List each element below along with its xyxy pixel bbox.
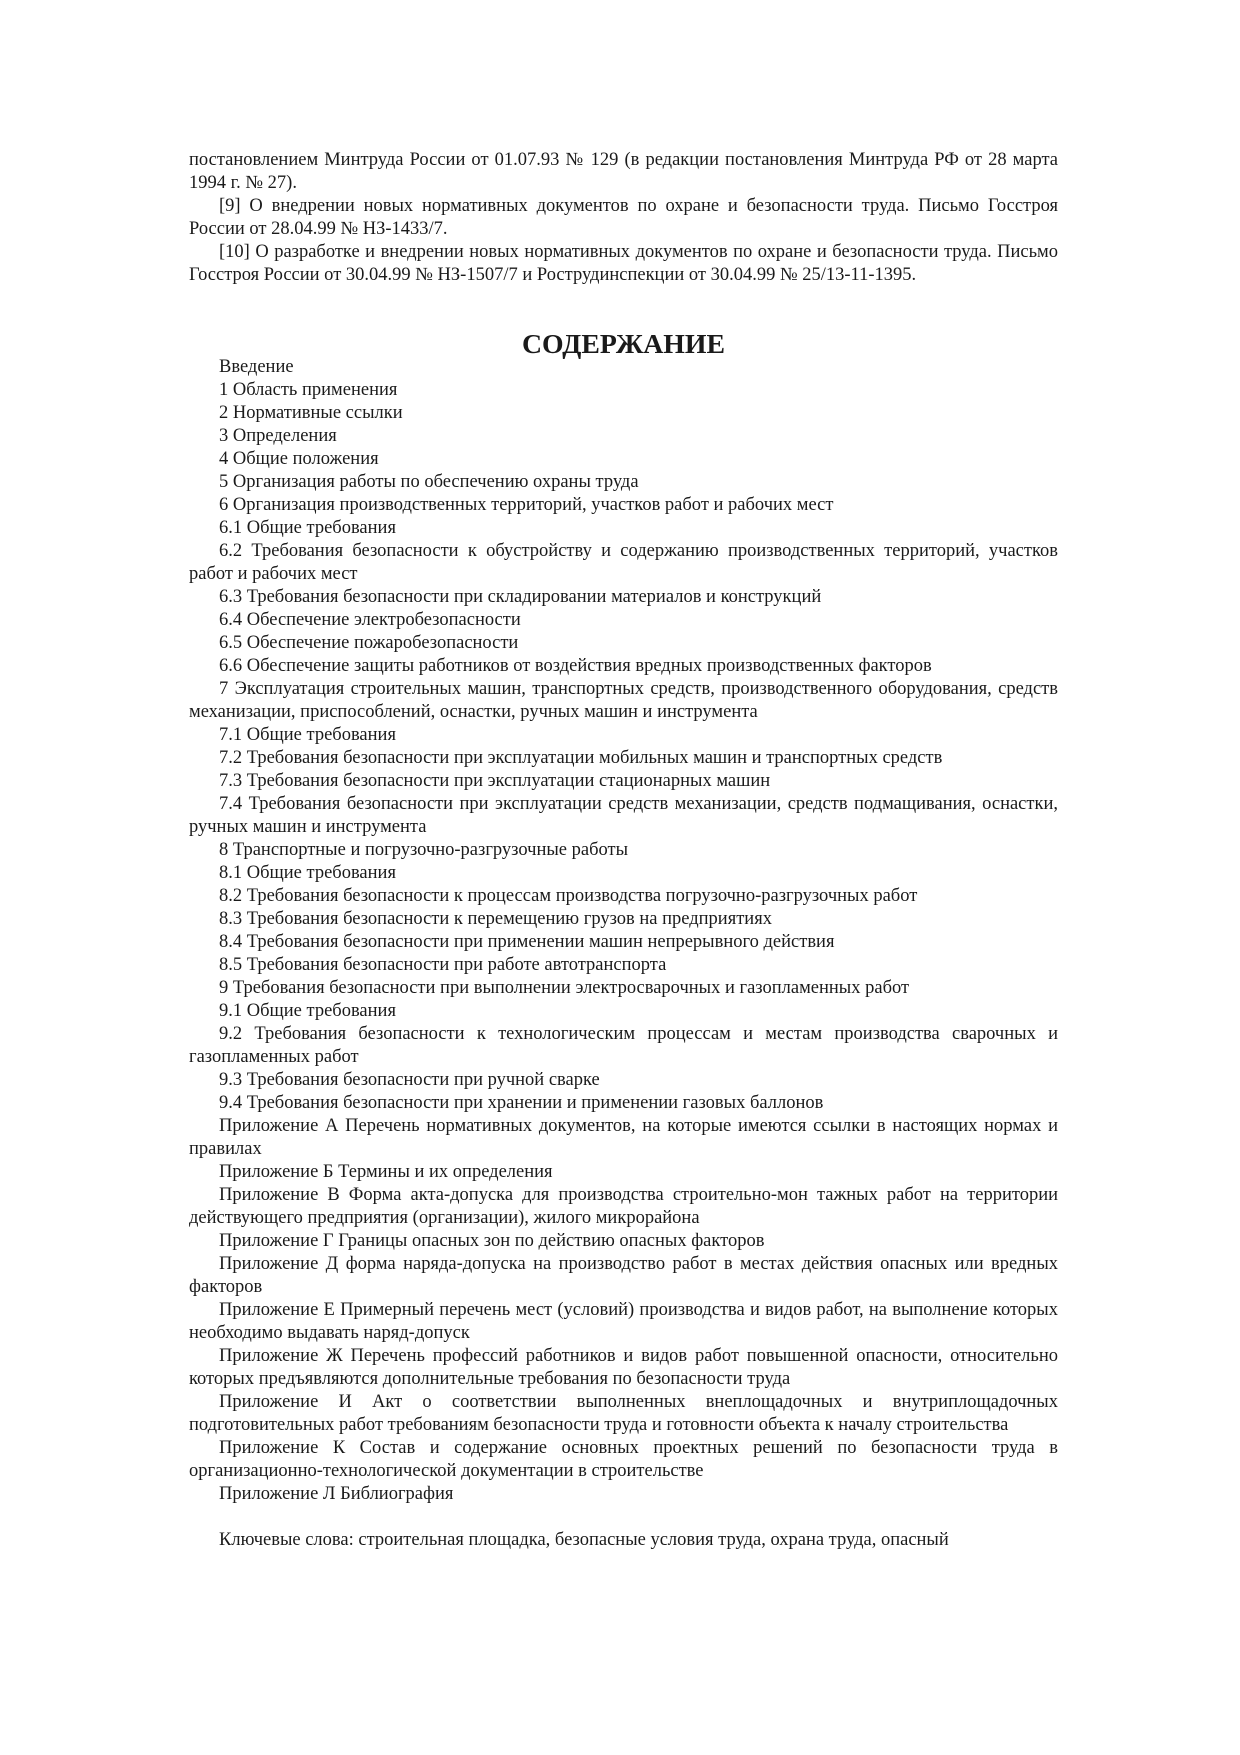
document-page: [189, 149, 1058, 1552]
section-spacer: [189, 287, 1058, 333]
bibliography-continuation: постановлением Минтруда России от 01.07.93 № 129 (в редакции постановления Минтруда РФ от 28 марта 1994 г. № 27).: [189, 150, 1058, 193]
toc-item[interactable]: 6.3 Требования безопасности при складировании материалов и конструкций: [219, 587, 822, 607]
toc-item[interactable]: 7.3 Требования безопасности при эксплуатации стационарных машин: [219, 771, 771, 791]
keywords-paragraph: Ключевые слова: строительная площадка, безопасные условия труда, охрана труда, опасный: [219, 1530, 949, 1550]
toc-item[interactable]: 6.5 Обеспечение пожаробезопасности: [219, 633, 519, 653]
toc-item[interactable]: 9.2 Требования безопасности к технологическим процессам и местам производства сварочных и газопламенных работ: [189, 1024, 1058, 1067]
toc-list: [189, 356, 1058, 1506]
toc-item[interactable]: 6.6 Обеспечение защиты работников от воздействия вредных производственных факторов: [219, 656, 932, 676]
toc-item[interactable]: 7.4 Требования безопасности при эксплуатации средств механизации, средств подмащивания, оснастки, ручных машин и инструмента: [189, 794, 1058, 837]
bibliography-entry-10: [10] О разработке и внедрении новых нормативных документов по охране и безопасности труда. Письмо Госстроя России от 30.04.99 № НЗ-1507/7 и Рострудинспекции от 30.04.99 № 25/13-11-1395.: [189, 242, 1058, 285]
toc-item[interactable]: Приложение Л Библиография: [219, 1484, 454, 1504]
toc-item[interactable]: 6.4 Обеспечение электробезопасности: [219, 610, 521, 630]
toc-item[interactable]: 8.2 Требования безопасности к процессам производства погрузочно-разгрузочных работ: [219, 886, 918, 906]
toc-item[interactable]: 1 Область применения: [219, 380, 398, 400]
keywords-spacer: [189, 1506, 1058, 1529]
toc-item[interactable]: 5 Организация работы по обеспечению охраны труда: [219, 472, 639, 492]
toc-item[interactable]: 8 Транспортные и погрузочно-разгрузочные работы: [219, 840, 629, 860]
toc-item[interactable]: Приложение Е Примерный перечень мест (условий) производства и видов работ, на выполнение которых необходимо выдавать наряд-допуск: [189, 1300, 1058, 1343]
toc-item[interactable]: 4 Общие положения: [219, 449, 379, 469]
toc-item[interactable]: Приложение Г Границы опасных зон по действию опасных факторов: [219, 1231, 765, 1251]
toc-item[interactable]: Приложение И Акт о соответствии выполненных внеплощадочных и внутриплощадочных подготовительных работ требованиям безопасности труда и готовности объекта к началу строительства: [189, 1392, 1058, 1435]
toc-item[interactable]: 8.5 Требования безопасности при работе автотранспорта: [219, 955, 667, 975]
toc-title: СОДЕРЖАНИЕ: [522, 329, 725, 360]
toc-item[interactable]: 7.2 Требования безопасности при эксплуатации мобильных машин и транспортных средств: [219, 748, 943, 768]
toc-item[interactable]: Приложение Д форма наряда-допуска на производство работ в местах действия опасных или вредных факторов: [189, 1254, 1058, 1297]
toc-item[interactable]: 6 Организация производственных территорий, участков работ и рабочих мест: [219, 495, 834, 515]
toc-item[interactable]: Приложение В Форма акта-допуска для производства строительно-мон тажных работ на территории действующего предприятия (организации), жилого микрорайона: [189, 1185, 1058, 1228]
toc-item[interactable]: Введение: [219, 357, 294, 377]
toc-item[interactable]: 3 Определения: [219, 426, 337, 446]
toc-item[interactable]: 9.4 Требования безопасности при хранении и применении газовых баллонов: [219, 1093, 824, 1113]
toc-item[interactable]: Приложение К Состав и содержание основных проектных решений по безопасности труда в организационно-технологической документации в строительстве: [189, 1438, 1058, 1481]
toc-item[interactable]: 7 Эксплуатация строительных машин, транспортных средств, производственного оборудования, средств механизации, приспособлений, оснастки, ручных машин и инструмента: [189, 679, 1058, 722]
toc-item[interactable]: Приложение Б Термины и их определения: [219, 1162, 553, 1182]
toc-item[interactable]: 9.1 Общие требования: [219, 1001, 396, 1021]
toc-item[interactable]: Приложение А Перечень нормативных документов, на которые имеются ссылки в настоящих нормах и правилах: [189, 1116, 1058, 1159]
toc-item[interactable]: 8.3 Требования безопасности к перемещению грузов на предприятиях: [219, 909, 772, 929]
toc-item[interactable]: 9.3 Требования безопасности при ручной сварке: [219, 1070, 600, 1090]
bibliography-entry-9: [9] О внедрении новых нормативных документов по охране и безопасности труда. Письмо Госстроя России от 28.04.99 № НЗ-1433/7.: [189, 196, 1058, 239]
toc-item[interactable]: 6.2 Требования безопасности к обустройству и содержанию производственных территорий, участков работ и рабочих мест: [189, 541, 1058, 584]
toc-item[interactable]: 8.4 Требования безопасности при применении машин непрерывного действия: [219, 932, 835, 952]
toc-item[interactable]: Приложение Ж Перечень профессий работников и видов работ повышенной опасности, относительно которых предъявляются дополнительные требования по безопасности труда: [189, 1346, 1058, 1389]
toc-item[interactable]: 2 Нормативные ссылки: [219, 403, 403, 423]
toc-item[interactable]: 8.1 Общие требования: [219, 863, 396, 883]
toc-item[interactable]: 6.1 Общие требования: [219, 518, 396, 538]
toc-item[interactable]: 9 Требования безопасности при выполнении электросварочных и газопламенных работ: [219, 978, 910, 998]
toc-item[interactable]: 7.1 Общие требования: [219, 725, 396, 745]
